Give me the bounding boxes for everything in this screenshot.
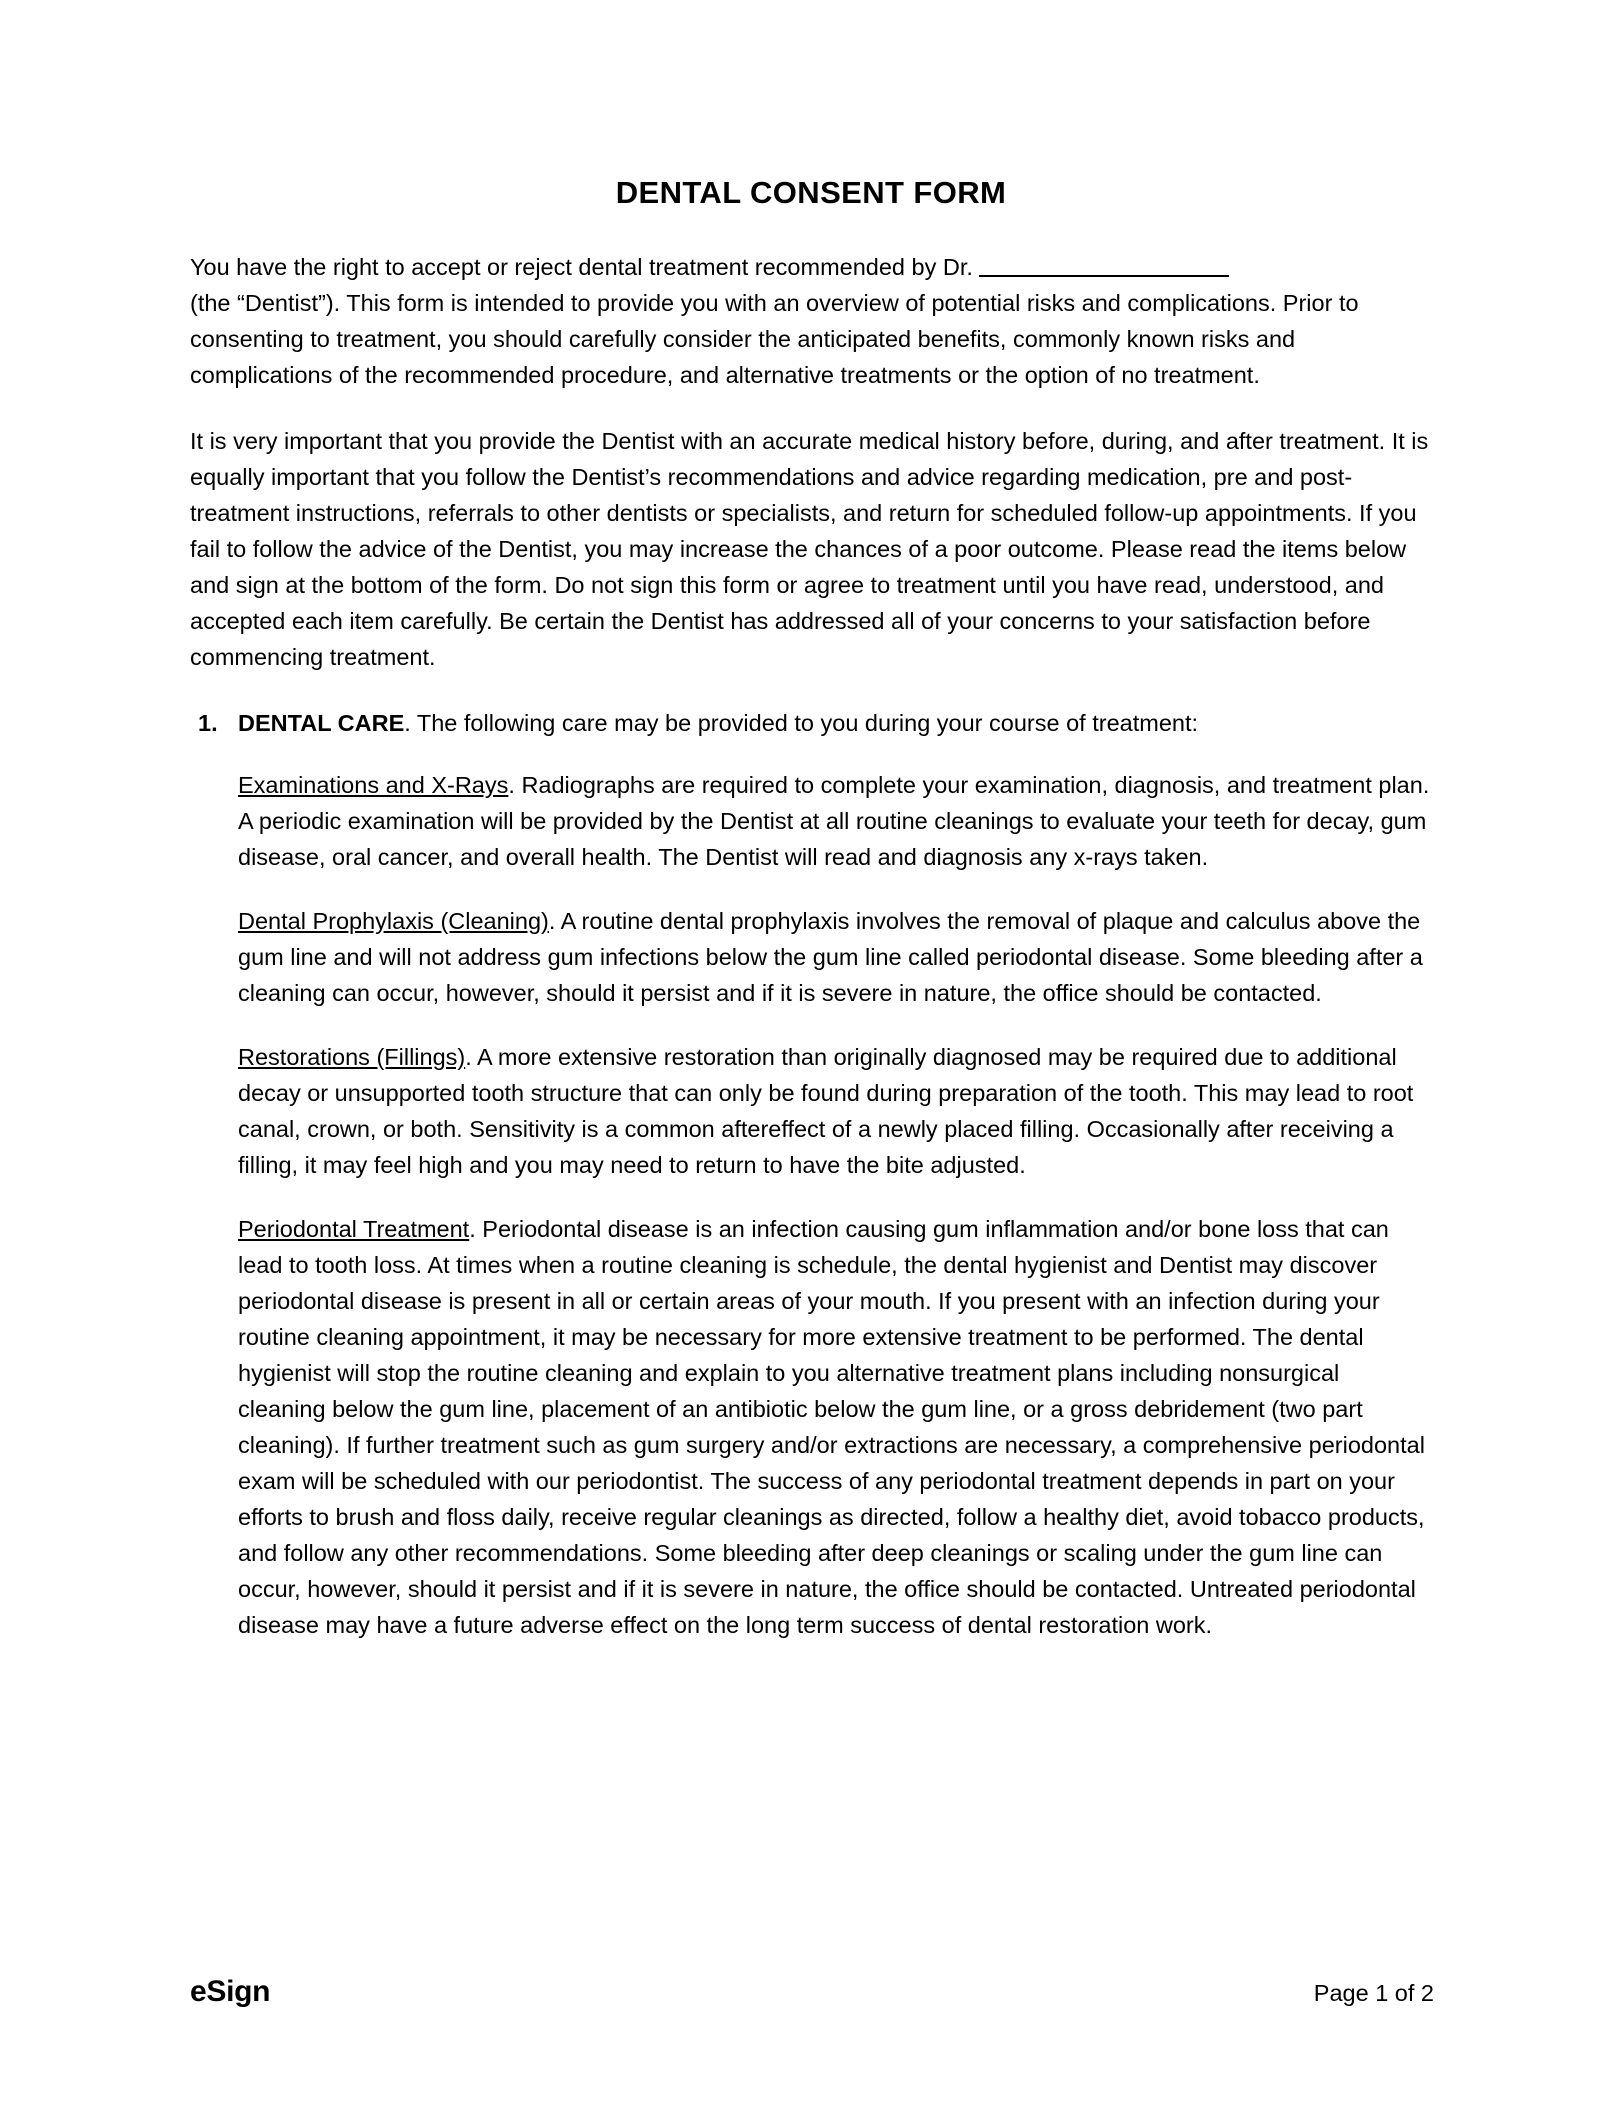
subsection-lead: Periodontal Treatment (238, 1216, 470, 1242)
section-1-heading-text (238, 705, 1198, 741)
esign-logo: eSign (190, 1975, 271, 2008)
document-body (190, 175, 1432, 1671)
subsection-lead: Examinations and X-Rays (238, 772, 509, 798)
subsection-body: . A routine dental prophylaxis involves the removal of plaque and calculus above the gum line and will not address gum infections below the gum line called periodontal disease. Some bleeding after a cleaning can occur, however, should it persist and if it is severe in nature, the office should be contacted. (238, 908, 1423, 1006)
subsection-dental-prophylaxis (238, 903, 1432, 1011)
intro-paragraph-2: It is very important that you provide the Dentist with an accurate medical history before, during, and after treatment. It is equally important that you follow the Dentist’s recommendations and advice regarding medication, pre and post-treatment instructions, referrals to other dentists or specialists, and return for scheduled follow-up appointments. If you fail to follow the advice of the Dentist, you may increase the chances of a poor outcome. Please read the items below and sign at the bottom of the form. Do not sign this form or agree to treatment until you have read, understood, and accepted each item carefully. Be certain the Dentist has addressed all of your concerns to your satisfaction before commencing treatment. (190, 428, 1429, 670)
subsection-examinations-and-xrays (238, 767, 1432, 875)
intro-text-after-blank: (the “Dentist”). This form is intended to provide you with an overview of potential risks and complications. Prior to consenting to treatment, you should carefully consider the anticipated benefits, commonly known risks and complications of the recommended procedure, and alternative treatments or the option of no treatment. (190, 290, 1359, 388)
intro-text-before-blank: You have the right to accept or reject dental treatment recommended by Dr. (190, 254, 980, 280)
section-1-subtitle: . The following care may be provided to you during your course of treatment: (404, 710, 1199, 736)
section-1-title: DENTAL CARE (238, 710, 405, 736)
subsection-body: . Radiographs are required to complete your examination, diagnosis, and treatment plan. A periodic examination will be provided by the Dentist at all routine cleanings to evaluate your teeth for decay, gum disease, oral cancer, and overall health. The Dentist will read and diagnosis any x-rays taken. (238, 772, 1430, 870)
subsection-body: . A more extensive restoration than originally diagnosed may be required due to additional decay or unsupported tooth structure that can only be found during preparation of the tooth. This may lead to root canal, crown, or both. Sensitivity is a common aftereffect of a newly placed filling. Occasionally after receiving a filling, it may feel high and you may need to return to have the bite adjusted. (238, 1044, 1414, 1178)
section-1-number: 1. (198, 710, 218, 736)
intro-paragraph-1 (190, 249, 1432, 393)
subsection-lead: Dental Prophylaxis (Cleaning) (238, 908, 549, 934)
page-number: Page 1 of 2 (1313, 1980, 1434, 2006)
page-title: DENTAL CONSENT FORM (615, 175, 1007, 210)
dentist-name-blank[interactable] (979, 255, 1229, 277)
subsection-periodontal-treatment (238, 1211, 1432, 1643)
section-1-heading-row (190, 705, 1432, 741)
subsection-body: . Periodontal disease is an infection causing gum inflammation and/or bone loss that can lead to tooth loss. At times when a routine cleaning is schedule, the dental hygienist and Dentist may discover periodontal disease is present in all or certain areas of your mouth. If you present with an infection during your routine cleaning appointment, it may be necessary for more extensive treatment to be performed. The dental hygienist will stop the routine cleaning and explain to you alternative treatment plans including nonsurgical cleaning below the gum line, placement of an antibiotic below the gum line, or a gross debridement (two part cleaning). If further treatment such as gum surgery and/or extractions are necessary, a comprehensive periodontal exam will be scheduled with our periodontist. The success of any periodontal treatment depends in part on your efforts to brush and floss daily, receive regular cleanings as directed, follow a healthy diet, avoid tobacco products, and follow any other recommendations. Some bleeding after deep cleanings or scaling under the gum line can occur, however, should it persist and if it is severe in nature, the office should be contacted. Untreated periodontal disease may have a future adverse effect on the long term success of dental restoration work. (238, 1216, 1425, 1638)
page-footer (190, 1975, 1434, 2009)
subsection-restorations-fillings (238, 1039, 1432, 1183)
subsection-lead: Restorations (Fillings) (238, 1044, 466, 1070)
